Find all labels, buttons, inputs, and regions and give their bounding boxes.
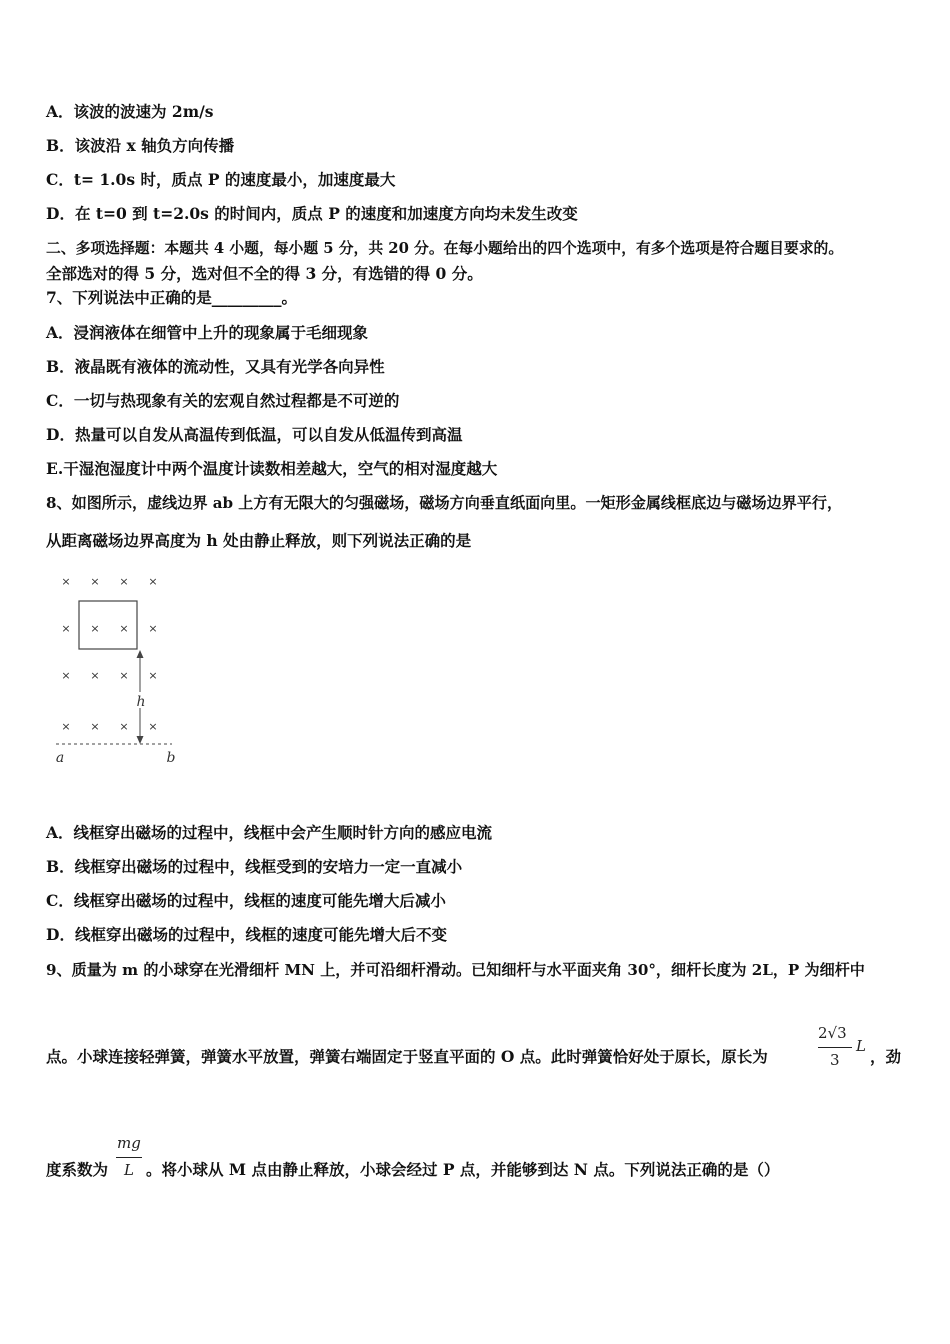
field-cross: × [61, 575, 71, 588]
fraction-1-denominator: 3 [830, 1051, 840, 1069]
magnetic-field-figure [50, 570, 190, 770]
section2-heading-line1: 二、多项选择题：本题共 4 小题，每小题 5 分，共 20 分。在每小题给出的四个选项中，有多个选项是符合题目要求的。 [46, 240, 844, 257]
field-cross: × [90, 720, 100, 733]
q6-option-a: A．该波的波速为 2m/s [46, 102, 214, 121]
field-cross: × [119, 720, 129, 733]
field-cross: × [148, 575, 158, 588]
q9-stem-line3-post: 。将小球从 M 点由静止释放，小球会经过 P 点，并能够到达 N 点。下列说法正确的是（） [146, 1160, 780, 1179]
height-label: h [136, 694, 146, 710]
q8-option-b: B．线框穿出磁场的过程中，线框受到的安培力一定一直减小 [46, 857, 463, 876]
field-cross: × [61, 720, 71, 733]
field-cross: × [119, 669, 129, 682]
field-cross: × [61, 669, 71, 682]
field-cross: × [148, 669, 158, 682]
field-cross: × [119, 575, 129, 588]
q8-option-d: D．线框穿出磁场的过程中，线框的速度可能先增大后不变 [46, 925, 447, 944]
field-cross: × [119, 622, 129, 635]
label-a: a [55, 750, 65, 766]
q7-option-c: C．一切与热现象有关的宏观自然过程都是不可逆的 [46, 391, 400, 410]
q7-option-b: B．液晶既有液体的流动性，又具有光学各向异性 [46, 357, 385, 376]
q9-stem-line2-post: ，劲 [870, 1047, 902, 1066]
q9-stem-line3-pre: 度系数为 [46, 1160, 109, 1179]
q7-option-d: D．热量可以自发从高温传到低温，可以自发从低温传到高温 [46, 425, 463, 444]
q6-option-c: C．t= 1.0s 时，质点 P 的速度最小，加速度最大 [46, 170, 396, 189]
q6-option-b: B．该波沿 x 轴负方向传播 [46, 136, 235, 155]
fraction-2-denominator: L [124, 1161, 134, 1179]
q8-stem-line2: 从距离磁场边界高度为 h 处由静止释放，则下列说法正确的是 [46, 531, 472, 550]
q9-stem-line1: 9、质量为 m 的小球穿在光滑细杆 MN 上，并可沿细杆滑动。已知细杆与水平面夹角 30°，细杆长度为 2L，P 为细杆中 [46, 961, 865, 979]
q8-option-c: C．线框穿出磁场的过程中，线框的速度可能先增大后减小 [46, 891, 446, 910]
fraction-2-bar [116, 1157, 142, 1158]
field-cross: × [148, 622, 158, 635]
q8-stem-line1: 8、如图所示，虚线边界 ab 上方有无限大的匀强磁场，磁场方向垂直纸面向里。一矩形金属线框底边与磁场边界平行， [46, 494, 843, 512]
field-cross: × [90, 669, 100, 682]
q8-option-a: A．线框穿出磁场的过程中，线框中会产生顺时针方向的感应电流 [46, 823, 493, 842]
q7-option-a: A．浸润液体在细管中上升的现象属于毛细现象 [46, 323, 369, 342]
fraction-1-variable: L [856, 1037, 866, 1055]
field-cross: × [148, 720, 158, 733]
q9-stem-line2-pre: 点。小球连接轻弹簧，弹簧水平放置，弹簧右端固定于竖直平面的 O 点。此时弹簧恰好处于原长，原长为 [46, 1047, 768, 1066]
q7-option-e: E.干湿泡湿度计中两个温度计读数相差越大，空气的相对湿度越大 [46, 459, 498, 478]
height-arrow-down [137, 736, 144, 744]
height-arrow-up [137, 650, 144, 658]
fraction-1-numerator: 2√3 [818, 1024, 847, 1042]
q6-option-d: D．在 t=0 到 t=2.0s 的时间内，质点 P 的速度和加速度方向均未发生改变 [46, 204, 578, 223]
fraction-1-bar [818, 1047, 852, 1048]
q7-stem: 7、下列说法中正确的是_________。 [46, 288, 298, 307]
field-cross: × [90, 622, 100, 635]
fraction-2-numerator: mg [117, 1134, 141, 1152]
section2-heading-line2: 全部选对的得 5 分，选对但不全的得 3 分，有选错的得 0 分。 [46, 264, 483, 283]
field-cross: × [61, 622, 71, 635]
label-b: b [166, 750, 176, 766]
field-cross: × [90, 575, 100, 588]
